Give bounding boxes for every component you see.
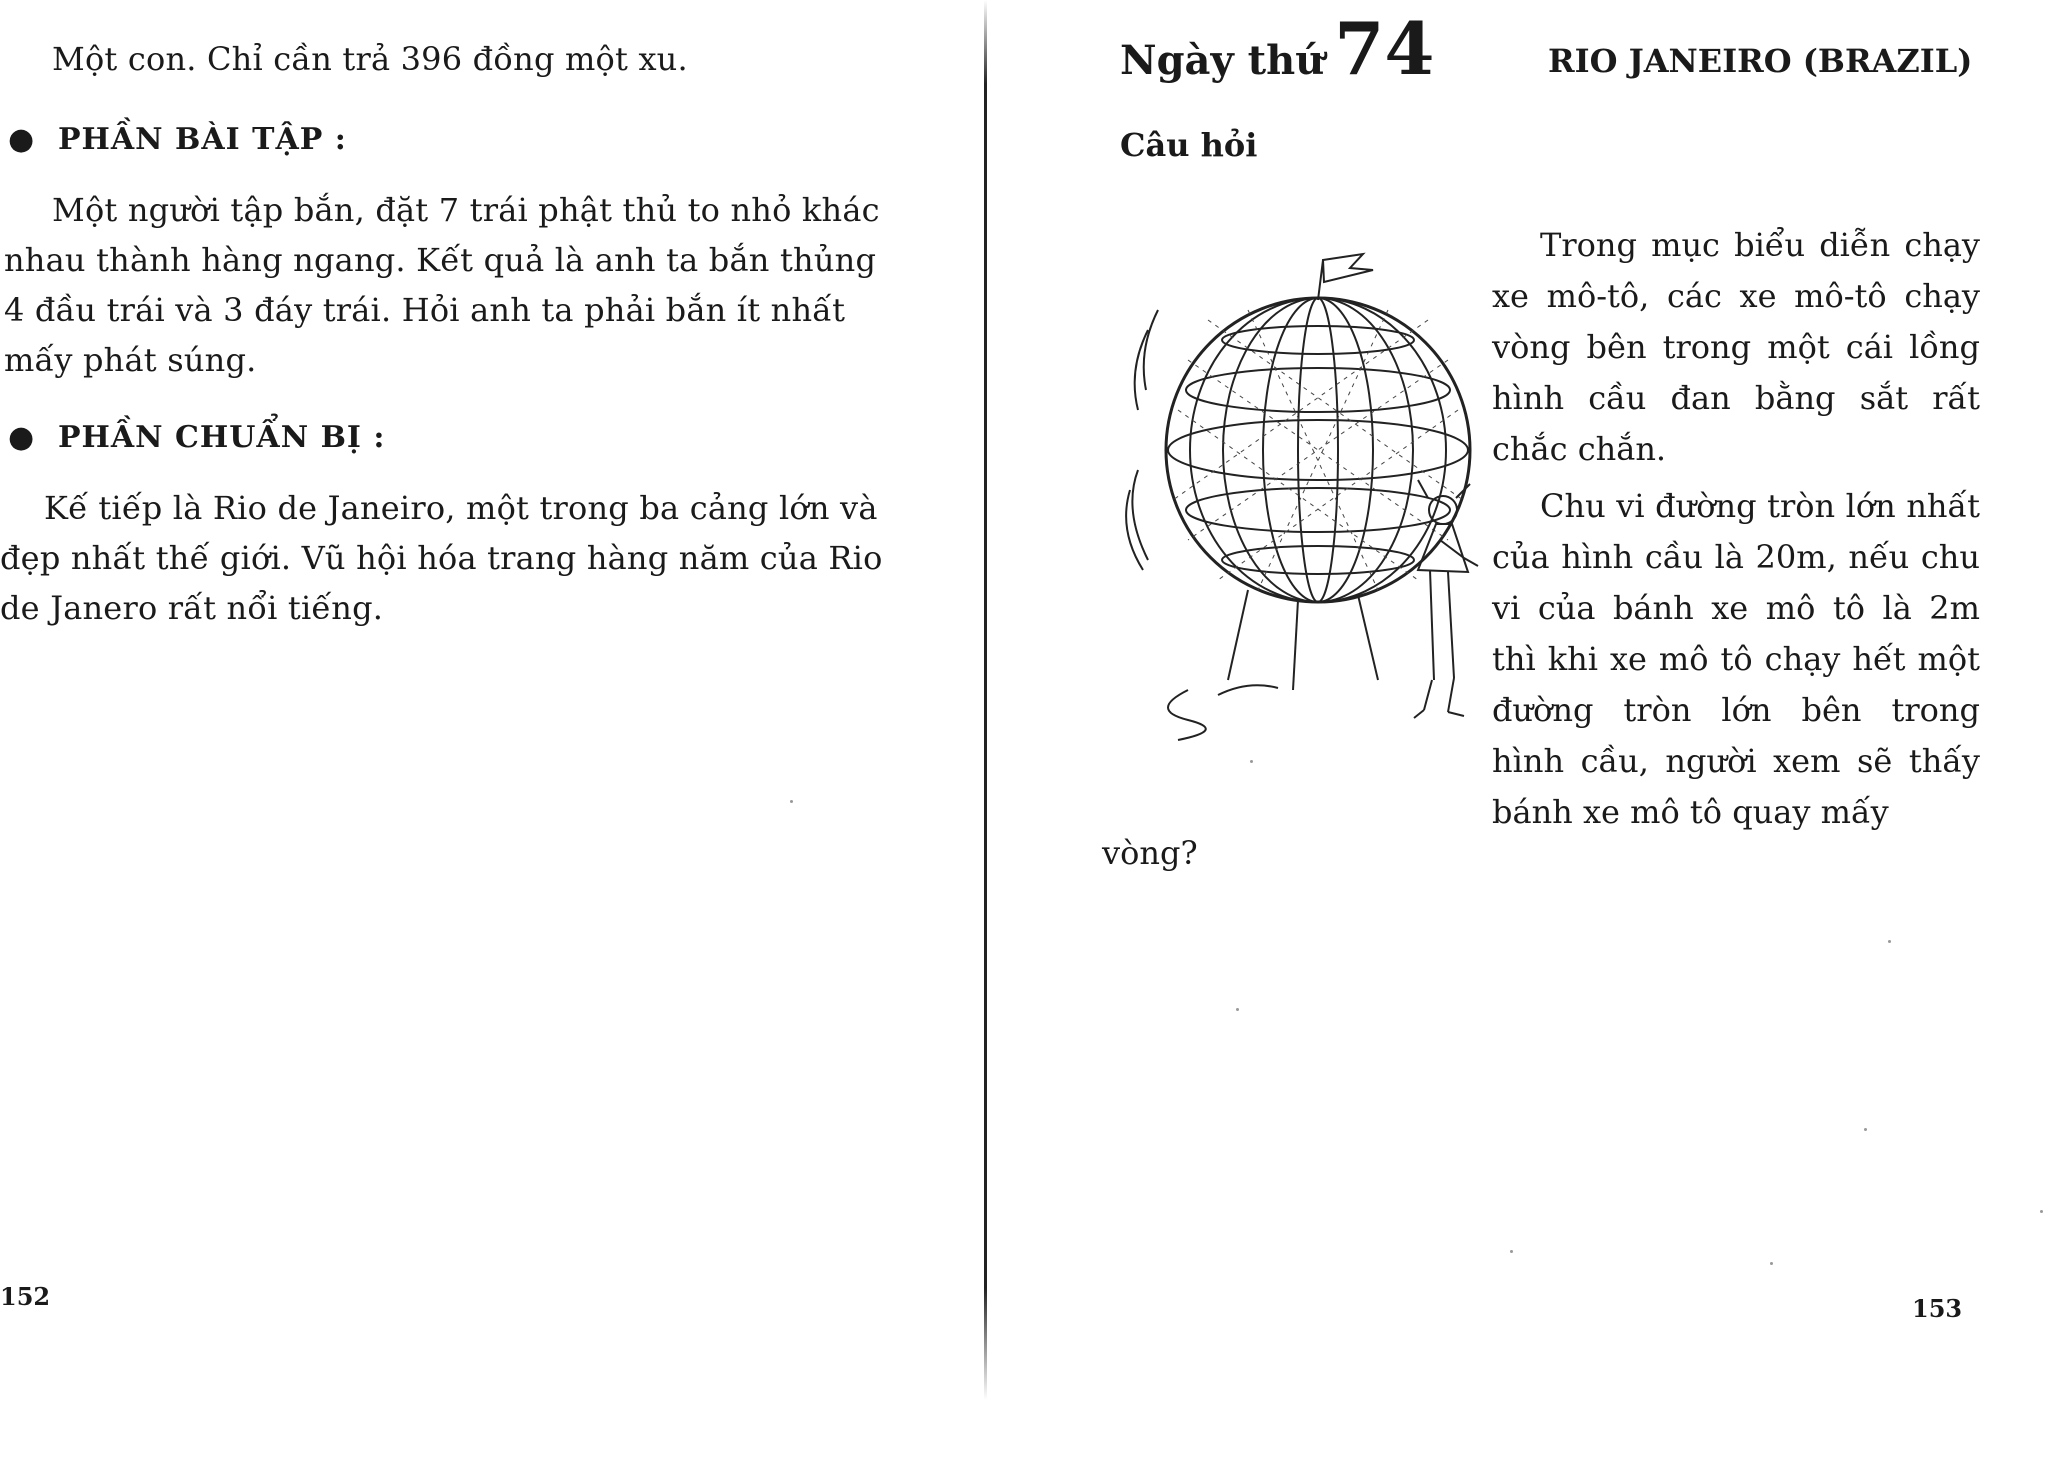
day-number: 74 xyxy=(1334,6,1435,91)
preparation-line-1: Kế tiếp là Rio de Janeiro, một trong ba cảng lớn và xyxy=(44,489,878,527)
exercise-line-4: mấy phát súng. xyxy=(4,341,257,379)
question-paragraph-1: Trong mục biểu diễn chạy xe mô-tô, các xe mô-tô chạy vòng bên trong một cái lồng hình cầu đan bằng sắt rất chắc chắn. xyxy=(1492,226,1980,468)
scan-speck xyxy=(1250,760,1253,763)
day-label: Ngày thứ xyxy=(1120,37,1325,84)
globe-cage-illustration xyxy=(1118,240,1498,760)
exercise-line-1: Một người tập bắn, đặt 7 trái phật thủ to nhỏ khác xyxy=(52,191,880,229)
question-paragraph-2: Chu vi đường tròn lớn nhất của hình cầu là 20m, nếu chu vi của bánh xe mô tô là 2m thì khi xe mô tô chạy hết một đường tròn lớn bên trong hình cầu, người xem sẽ thấy bánh xe mô tô quay mấy xyxy=(1492,487,1980,831)
page-number-left: 152 xyxy=(0,1282,51,1311)
scan-speck xyxy=(1770,1262,1773,1265)
question-text xyxy=(1492,220,1980,838)
bullet-icon: ● xyxy=(8,122,36,157)
day-title xyxy=(1120,6,1434,91)
exercise-heading xyxy=(8,122,347,157)
left-page xyxy=(0,0,985,1475)
exercise-line-3: 4 đầu trái và 3 đáy trái. Hỏi anh ta phải bắn ít nhất xyxy=(4,291,846,329)
city-title: RIO JANEIRO (BRAZIL) xyxy=(1548,42,1973,80)
scan-speck xyxy=(1510,1250,1513,1253)
preparation-heading-text: PHẦN CHUẨN BỊ : xyxy=(58,420,386,455)
page-number-right: 153 xyxy=(1912,1294,1963,1323)
scan-speck xyxy=(1888,940,1891,943)
scan-speck xyxy=(2040,1210,2043,1213)
exercise-line-2: nhau thành hàng ngang. Kết quả là anh ta bắn thủng xyxy=(4,241,877,279)
bullet-icon: ● xyxy=(8,420,36,455)
scan-speck xyxy=(1864,1128,1867,1131)
preparation-line-2: đẹp nhất thế giới. Vũ hội hóa trang hàng năm của Rio xyxy=(0,539,883,577)
scan-speck xyxy=(790,800,793,803)
exercise-heading-text: PHẦN BÀI TẬP : xyxy=(58,122,347,157)
scan-speck xyxy=(1236,1008,1239,1011)
section-title: Câu hỏi xyxy=(1120,126,1258,164)
question-tail: vòng? xyxy=(1102,834,1198,872)
preparation-line-3: de Janero rất nổi tiếng. xyxy=(0,589,384,627)
book-spine xyxy=(984,0,987,1400)
intro-line: Một con. Chỉ cần trả 396 đồng một xu. xyxy=(52,40,688,78)
preparation-heading xyxy=(8,420,385,455)
